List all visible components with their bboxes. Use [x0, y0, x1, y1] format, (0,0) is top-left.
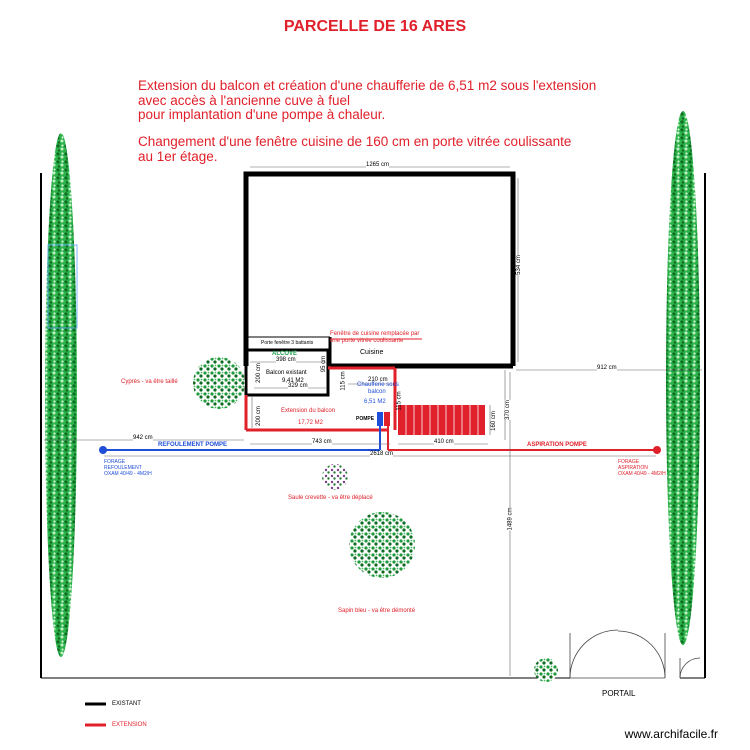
parcel-boundary [41, 173, 705, 678]
label-porte-fenetre: Porte fenêtre 3 battants [261, 340, 314, 346]
label-alcove: ALCOVE [272, 351, 298, 357]
label-extension-area: 17,72 M2 [298, 420, 324, 426]
label-pompe: POMPE [356, 416, 375, 422]
dim-right-setback: 912 cm [597, 365, 617, 371]
label-forage-left: REFOULEMENT [104, 465, 142, 471]
label-fenetre-cuisine: une porte vitrée coulissante [330, 338, 404, 344]
label-portail: PORTAIL [602, 689, 636, 698]
label-chaufferie: balcon [368, 389, 386, 395]
watermark: www.archifacile.fr [624, 727, 718, 741]
saule-tree [322, 464, 348, 490]
label-sapin: Sapin bleu - va être démonté [338, 608, 416, 614]
dim-balcony-inner: 329 cm [288, 383, 308, 389]
dim-total-width: 2618 cm [370, 451, 394, 457]
label-extension-balcon: Extension du balcon [281, 408, 336, 414]
dim-house-width: 1265 cm [366, 162, 390, 168]
dim-stairs-depth: 160 cm [490, 411, 497, 431]
label-forage-right: ASPIRATION [618, 465, 648, 471]
legend-existant-label: EXISTANT [112, 701, 141, 707]
description-line: au 1er étage. [138, 149, 218, 164]
label-refoulement: REFOULEMENT POMPE [158, 442, 228, 448]
hedge-right [666, 111, 700, 645]
pump-symbol-red [384, 412, 390, 426]
label-chaufferie: Chaufferie sous [357, 382, 399, 388]
dim-pump-run-right: 410 cm [434, 439, 454, 445]
description-line: Changement d'une fenêtre cuisine de 160 cm en porte vitrée coulissante [138, 134, 572, 149]
label-chaufferie-area: 6,51 M2 [364, 399, 386, 405]
dim-balcony-depth-b: 200 cm [255, 406, 262, 426]
sapin-tree [349, 512, 415, 578]
dim-pump-run-left: 743 cm [312, 439, 332, 445]
pump-symbol-blue [377, 412, 383, 426]
gate-shrub [534, 658, 558, 682]
dim-left-setback: 942 cm [133, 435, 153, 441]
label-balcon-area: 9,41 M2 [282, 378, 304, 384]
label-balcon-existant: Balcon existant [266, 370, 307, 376]
description-line: pour implantation d'une pompe à chaleur. [138, 107, 386, 122]
dim-chaufferie-depth: 115 cm [396, 391, 403, 411]
dim-balcony-side: 95 cm [321, 355, 328, 373]
dim-house-depth: 534 cm [515, 255, 522, 275]
label-forage-right: FORAGE [618, 459, 640, 465]
dim-balcony-depth-c: 115 cm [340, 371, 347, 391]
cypres-tree [193, 357, 245, 409]
hedge-left [45, 133, 77, 657]
dim-stairs-offset: 370 cm [504, 400, 511, 420]
label-aspiration: ASPIRATION POMPE [527, 442, 587, 448]
dim-chaufferie-width: 210 cm [368, 377, 388, 383]
label-forage-right: OXAM 40/49 - 4M2/H [618, 471, 666, 477]
extension-stairs [398, 405, 485, 435]
label-fenetre-cuisine: Fenêtre de cuisine remplacée par [330, 331, 420, 337]
dim-balcony-depth-a: 200 cm [255, 363, 262, 383]
dim-yard-depth: 1489 cm [507, 507, 514, 531]
page-title: PARCELLE DE 16 ARES [283, 18, 467, 35]
label-forage-left: FORAGE [104, 459, 126, 465]
label-saule: Saule crevette - va être déplacé [288, 495, 373, 501]
label-forage-left: OXAM 40/49 - 4M2/H [104, 471, 152, 477]
legend-extension-label: EXTENSION [112, 722, 147, 728]
label-cypres: Cyprès - va être taillé [121, 379, 178, 385]
description-line: avec accès à l'ancienne cuve à fuel [138, 93, 350, 108]
label-cuisine: Cuisine [360, 349, 384, 356]
dim-balcony-width: 398 cm [276, 357, 296, 363]
description-line: Extension du balcon et création d'une chaufferie de 6,51 m2 sous l'extension [138, 78, 597, 93]
